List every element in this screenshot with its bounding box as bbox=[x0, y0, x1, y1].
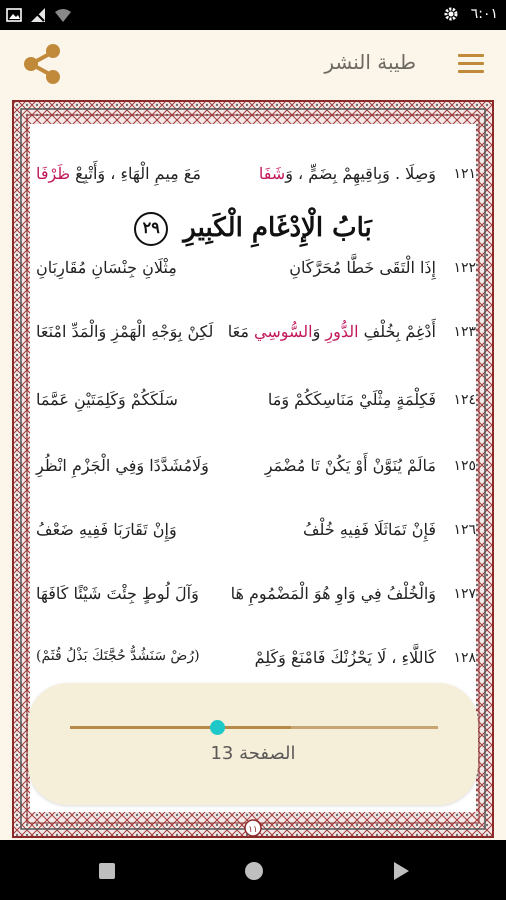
photo-icon bbox=[6, 7, 22, 23]
page-slider-panel bbox=[28, 683, 478, 805]
back-icon bbox=[392, 861, 410, 881]
recents-button[interactable] bbox=[98, 862, 116, 884]
recents-icon bbox=[98, 862, 116, 880]
home-button[interactable] bbox=[244, 861, 264, 885]
first-hemistich: مَالَمْ يُنَوَّنْ أَوْ يَكُنْ تَا مُضْمَرِ bbox=[264, 456, 436, 475]
home-icon bbox=[244, 861, 264, 881]
signal-off-icon bbox=[30, 7, 46, 23]
second-hemistich: لَكِنْ بِوَجْهِ الْهَمْزِ وَالْمَدِّ امْنَعَا bbox=[36, 322, 214, 341]
footer-page-number: ١١ bbox=[248, 825, 258, 835]
verse-line bbox=[30, 316, 476, 356]
second-hemistich: (رُضْ سَنَشُدُّ حُجَّتَكَ بَذْلُ قُثَمْ) bbox=[36, 648, 200, 664]
chapter-title: بَابُ الْإِدْغَامِ الْكَبِيرِ ٢٩ bbox=[30, 212, 476, 246]
second-hemistich: سَلَكَكُمْ وَكَلِمَتَيْنِ عَمَّمَا bbox=[36, 390, 178, 409]
app-title: طيبة النشر bbox=[324, 50, 416, 74]
verse-number: ١٢٤ bbox=[453, 392, 476, 408]
clock: ٦:٠١ bbox=[470, 6, 498, 22]
verse-number: ١٢٦ bbox=[453, 522, 476, 538]
verse-number: ١٢٧ bbox=[453, 586, 476, 602]
second-hemistich: وَآلَ لُوطٍ جِئْتَ شَيْئًا كَافَهَا bbox=[36, 584, 199, 603]
slider-fill bbox=[70, 726, 291, 729]
wifi-icon bbox=[54, 7, 72, 23]
first-hemistich: فَكِلْمَةٍ مِثْلَيْ مَنَاسِكَكُمْ وَمَا bbox=[267, 390, 436, 409]
gear-icon bbox=[443, 6, 459, 22]
verse-line bbox=[30, 578, 476, 618]
verse-number: ١٢٢ bbox=[453, 260, 476, 276]
app-bar bbox=[0, 30, 506, 99]
chapter-number-badge: ٢٩ bbox=[134, 212, 168, 246]
first-hemistich: أَدْغِمْ بِخُلْفِ الدُّورِ وَالسُّوسِي مَعَا bbox=[227, 322, 436, 341]
verse-line bbox=[30, 450, 476, 490]
verse-line bbox=[30, 158, 476, 198]
verse-number: ١٢٣ bbox=[453, 324, 476, 340]
menu-button[interactable] bbox=[458, 54, 484, 74]
verse-number: ١٢١ bbox=[453, 166, 476, 182]
first-hemistich: كَاللَّاءِ ، لَا يَحْزُنْكَ فَامْنَعْ وَكَلِمْ bbox=[254, 648, 436, 667]
first-hemistich: وَالْخُلْفُ فِي وَاوِ هُوَ الْمَضْمُومِ هَا bbox=[230, 584, 436, 603]
share-icon bbox=[18, 40, 66, 88]
first-hemistich: إِذَا الْتَقَى خَطَّا مُحَرَّكَانِ bbox=[289, 258, 436, 277]
back-button[interactable] bbox=[392, 861, 410, 885]
second-hemistich: مِثْلَانِ جِنْسَانِ مُقَارِبَانِ bbox=[36, 258, 177, 277]
page-number-label: الصفحة 13 bbox=[210, 743, 296, 764]
verse-line bbox=[30, 384, 476, 424]
first-hemistich: وَصِلَا . وَبِاقِيهِمْ بِضَمٍّ ، وَشَفَا bbox=[258, 164, 436, 183]
first-hemistich: فَإِنْ تَمَاثَلَا فَفِيهِ خُلْفُ bbox=[302, 520, 436, 539]
verse-number: ١٢٨ bbox=[453, 650, 476, 666]
second-hemistich: وَإِنْ تَقَارَبَا فَفِيهِ ضَعْفُ bbox=[36, 520, 177, 539]
verse-number: ١٢٥ bbox=[453, 458, 476, 474]
status-bar bbox=[0, 0, 506, 30]
share-button[interactable] bbox=[18, 40, 66, 88]
second-hemistich: مَعَ مِيمِ الْهَاءِ ، وَأَتْبِعْ ظَرْفَا bbox=[36, 164, 201, 183]
verse-line bbox=[30, 252, 476, 292]
second-hemistich: وَلَامُشَدَّدًا وَفِي الْجَزْمِ انْظُرِ bbox=[36, 456, 209, 475]
verse-line bbox=[30, 642, 476, 682]
page-slider[interactable] bbox=[70, 726, 438, 729]
navigation-bar bbox=[0, 840, 506, 900]
verse-line bbox=[30, 514, 476, 554]
menu-icon bbox=[458, 54, 484, 57]
slider-thumb[interactable] bbox=[210, 720, 225, 735]
